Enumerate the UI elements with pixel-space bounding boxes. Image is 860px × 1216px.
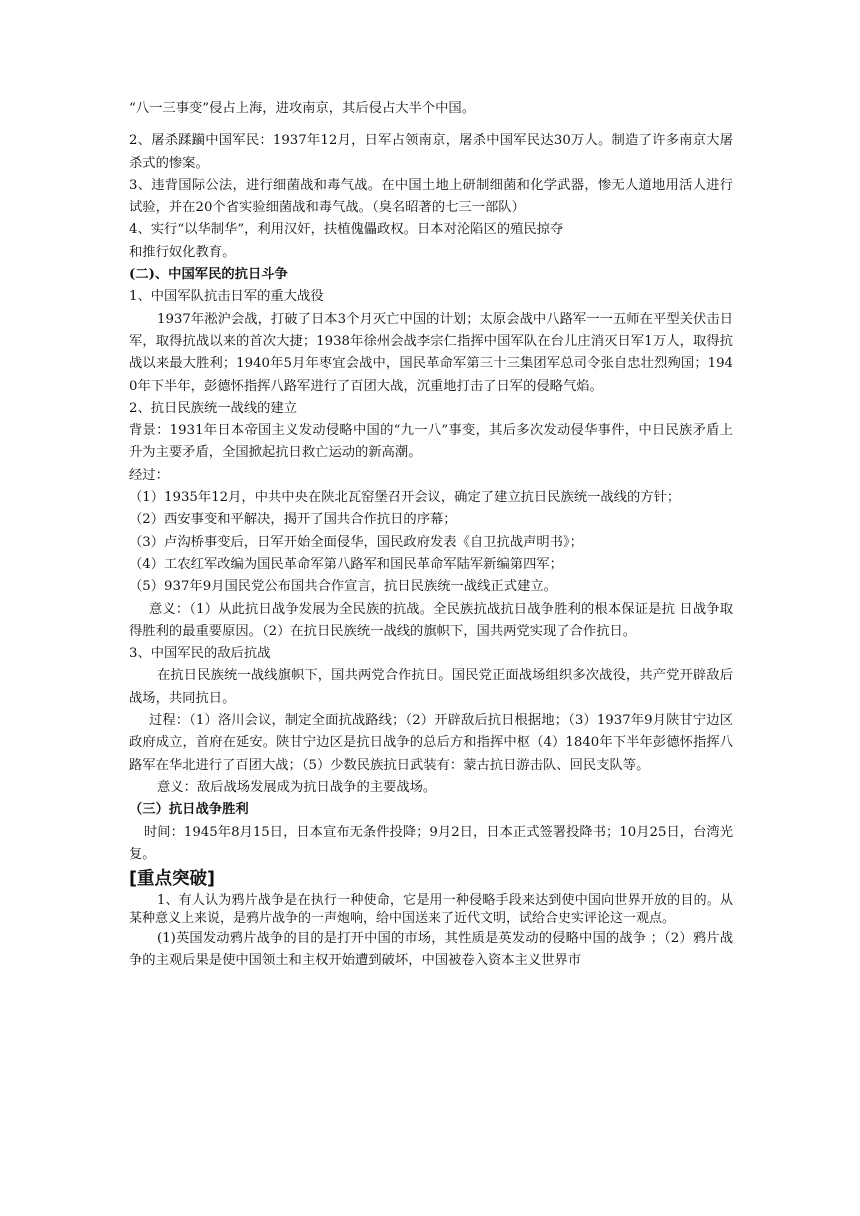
process-item-1: （1）1935年12月，中共中央在陕北瓦窑堡召开会议，确定了建立抗日民族统一战线的方针； <box>129 490 681 506</box>
paragraph-rear-resistance: 在抗日民族统一战线旗帜下，国共两党合作抗日。国民党正面战场组织多次战役，共产党开辟敌后战场，共同抗日。 <box>129 668 733 706</box>
process-item-4: （4）工农红军改编为国民革命军第八路军和国民革命军陆军新编第四军； <box>129 556 563 572</box>
label-process: 经过： <box>129 467 169 483</box>
paragraph-puppet-regime: 4、实行“以华制华”，利用汉奸，扶植傀儡政权。日本对沦陷区的殖民掠夺 <box>129 222 564 238</box>
document-body <box>129 98 733 972</box>
process-item-3: （3）卢沟桥事变后，日军开始全面侵华，国民政府发表《自卫抗战声明书》； <box>129 534 583 550</box>
heading-key-breakthrough: [重点突破] <box>129 869 215 890</box>
heading-military-resistance: (二)、中国军民的抗日斗争 <box>129 267 288 283</box>
paragraph-biological-warfare: 3、违背国际公法，进行细菌战和毒气战。在中国土地上研制细菌和化学武器，惨无人道地用活人进行试验，并在20个省实验细菌战和毒气战。（臭名昭著的七三一部队） <box>129 177 733 216</box>
subheading-enemy-rear-resistance: 3、中国军民的敌后抗战 <box>129 646 271 662</box>
process-item-5: （5）937年9月国民党公布国共合作宣言，抗日民族统一战线正式建立。 <box>129 579 557 595</box>
paragraph-august-13-incident: “八一三事变”侵占上海，进攻南京，其后侵占大半个中国。 <box>129 101 476 116</box>
subheading-major-battles: 1、中国军队抗击日军的重大战役 <box>129 289 324 305</box>
process-item-2: （2）西安事变和平解决，揭开了国共合作抗日的序幕； <box>129 512 457 528</box>
paragraph-significance: 意义：（1）从此抗日战争发展为全民族的抗战。全民族抗战抗日战争胜利的根本保证是抗 日战争取得胜利的最重要原因。（2）在抗日民族统一战线的旗帜下，国共两党实现了合作抗日。 <box>129 601 733 639</box>
paragraph-major-battles: 1937年淞沪会战，打破了日本3个月灭亡中国的计划；太原会战中八路军一一五师在平型关伏击日军，取得抗战以来的首次大捷；1938年徐州会战李宗仁指挥中国军队在台儿庄消灭日军1万人，取得抗战以来最大胜利；1940年5月年枣宜会战中，国民革命军第三十三集团军总司令张自忠壮烈殉国；1940年下半年，彭德怀指挥八路军进行了百团大战，沉重地打击了日军的侵略气焰。 <box>129 311 733 394</box>
subheading-united-front: 2、抗日民族统一战线的建立 <box>129 400 298 416</box>
paragraph-background: 背景：1931年日本帝国主义发动侵略中国的“九一八”事变，其后多次发动侵华事件，中日民族矛盾上升为主要矛盾，全国掀起抗日救亡运动的新高潮。 <box>129 423 733 461</box>
paragraph-rear-process: 过程：（1）洛川会议，制定全面抗战路线；（2）开辟敌后抗日根据地；（3）1937年9月陕甘宁边区政府成立，首府在延安。陕甘宁边区是抗日战争的总后方和指挥中枢（4）1840年下半年彭德怀指挥八路军在华北进行了百团大战；（5）少数民族抗日武装有：蒙古抗日游击队、回民支队等。 <box>129 713 733 773</box>
paragraph-nanjing-massacre: 2、屠杀蹂躏中国军民：1937年12月，日军占领南京，屠杀中国军民达30万人。制造了许多南京大屠杀式的惨案。 <box>129 133 733 171</box>
heading-war-victory: （三）抗日战争胜利 <box>129 802 249 818</box>
paragraph-enslavement-education: 和推行奴化教育。 <box>129 244 236 260</box>
paragraph-rear-significance: 意义：敌后战场发展成为抗日战争的主要战场。 <box>157 779 437 795</box>
paragraph-victory-time: 时间：1945年8月15日，日本宣布无条件投降；9月2日，日本正式签署投降书；10月25日，台湾光复。 <box>129 824 733 862</box>
paragraph-gap <box>129 120 733 130</box>
paragraph-opium-war-question: 1、有人认为鸦片战争是在执行一种使命，它是用一种侵略手段来达到使中国向世界开放的目的。从某种意义上来说，是鸦片战争的一声炮响，给中国送来了近代文明，试给合史实评论这一观点。 <box>129 893 733 927</box>
paragraph-opium-war-answer: (1)英国发动鸦片战争的目的是打开中国的市场，其性质是英发动的侵略中国的战争 ；（2）鸦片战争的主观后果是使中国领土和主权开始遭到破坏，中国被卷入资本主义世界市 <box>129 931 733 969</box>
